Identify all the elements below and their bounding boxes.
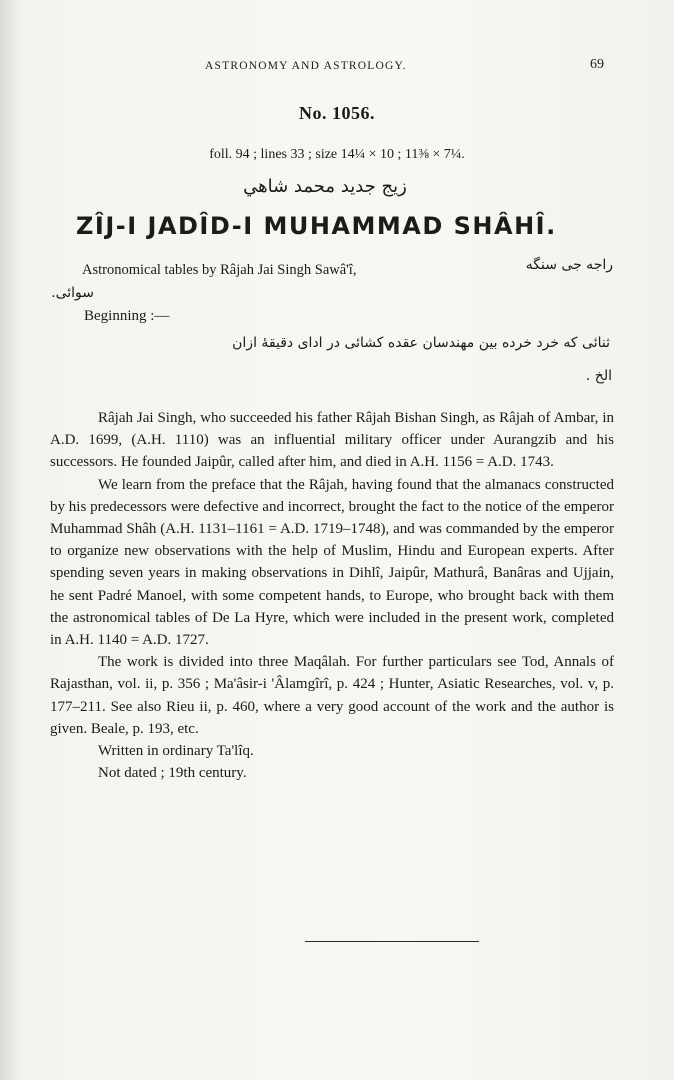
description-arabic-continuation: سوائی. <box>51 285 94 301</box>
title-arabic: زيج جديد محمد شاهي <box>243 176 407 197</box>
paragraph-references: The work is divided into three Maqâlah. For further particulars see Tod, Annals of Rajasthan, vol. ii, p. 356 ; Ma'âsir-i 'Âlamgîrî, p. 424 ; Hunter, Asiatic Researches, vol. v, p. 177–211. See also Rieu ii, p. 460, where a very good account of the work and the author is given. Beale, p. 193, etc. <box>50 654 614 737</box>
incipit-line-2: الخ . <box>585 368 612 384</box>
description-arabic: راجه جی سنگه <box>525 257 613 273</box>
page-number: 69 <box>590 57 604 72</box>
paragraph-script: Written in ordinary Ta'lîq. <box>98 743 254 760</box>
paragraph-preface: We learn from the preface that the Râjah, having found that the almanacs constructed by his predecessors were defective and incorrect, brought the fact to the notice of the emperor Muhammad Shâh (A.H. 1131–1161 = A.D. 1719–1748), and was commanded by the emperor to organize new observations with the help of Muslim, Hindu and European experts. After spending seven years in making observations in Dihlî, Jaipûr, Mathurâ, Banâras and Ujjain, he sent Padré Manoel, with some competent hands, to Europe, who brought back with them the astronomical tables of De La Hyre, which were included in the present work, completed in A.H. 1140 = A.D. 1727. <box>50 476 614 649</box>
paragraph-biography: Râjah Jai Singh, who succeeded his father Râjah Bishan Singh, as Râjah of Ambar, in A.D. 1699, (A.H. 1110) was an influential military officer under Aurangzib and his successors. He founded Jaipûr, called after him, and died in A.H. 1156 = A.D. 1743. <box>50 410 614 471</box>
closing-rule <box>305 941 479 942</box>
entry-number: No. 1056. <box>299 103 375 123</box>
description: Astronomical tables by Râjah Jai Singh Sawâ'î, <box>82 262 357 278</box>
paragraph-date: Not dated ; 19th century. <box>98 765 247 782</box>
beginning-label: Beginning :— <box>84 308 170 324</box>
title-roman: ZÎJ-I JADÎD-I MUHAMMAD SHÂHÎ. <box>76 212 557 240</box>
body-text <box>50 407 614 784</box>
collation-line: foll. 94 ; lines 33 ; size 14¼ × 10 ; 11⅜ × 7¼. <box>209 147 465 162</box>
incipit-line-1: ثنائی که خرد خرده بین مهندسان عقده کشائی در ادای دقیقهٔ ازان <box>232 335 610 351</box>
running-head: ASTRONOMY AND ASTROLOGY. <box>205 60 407 72</box>
